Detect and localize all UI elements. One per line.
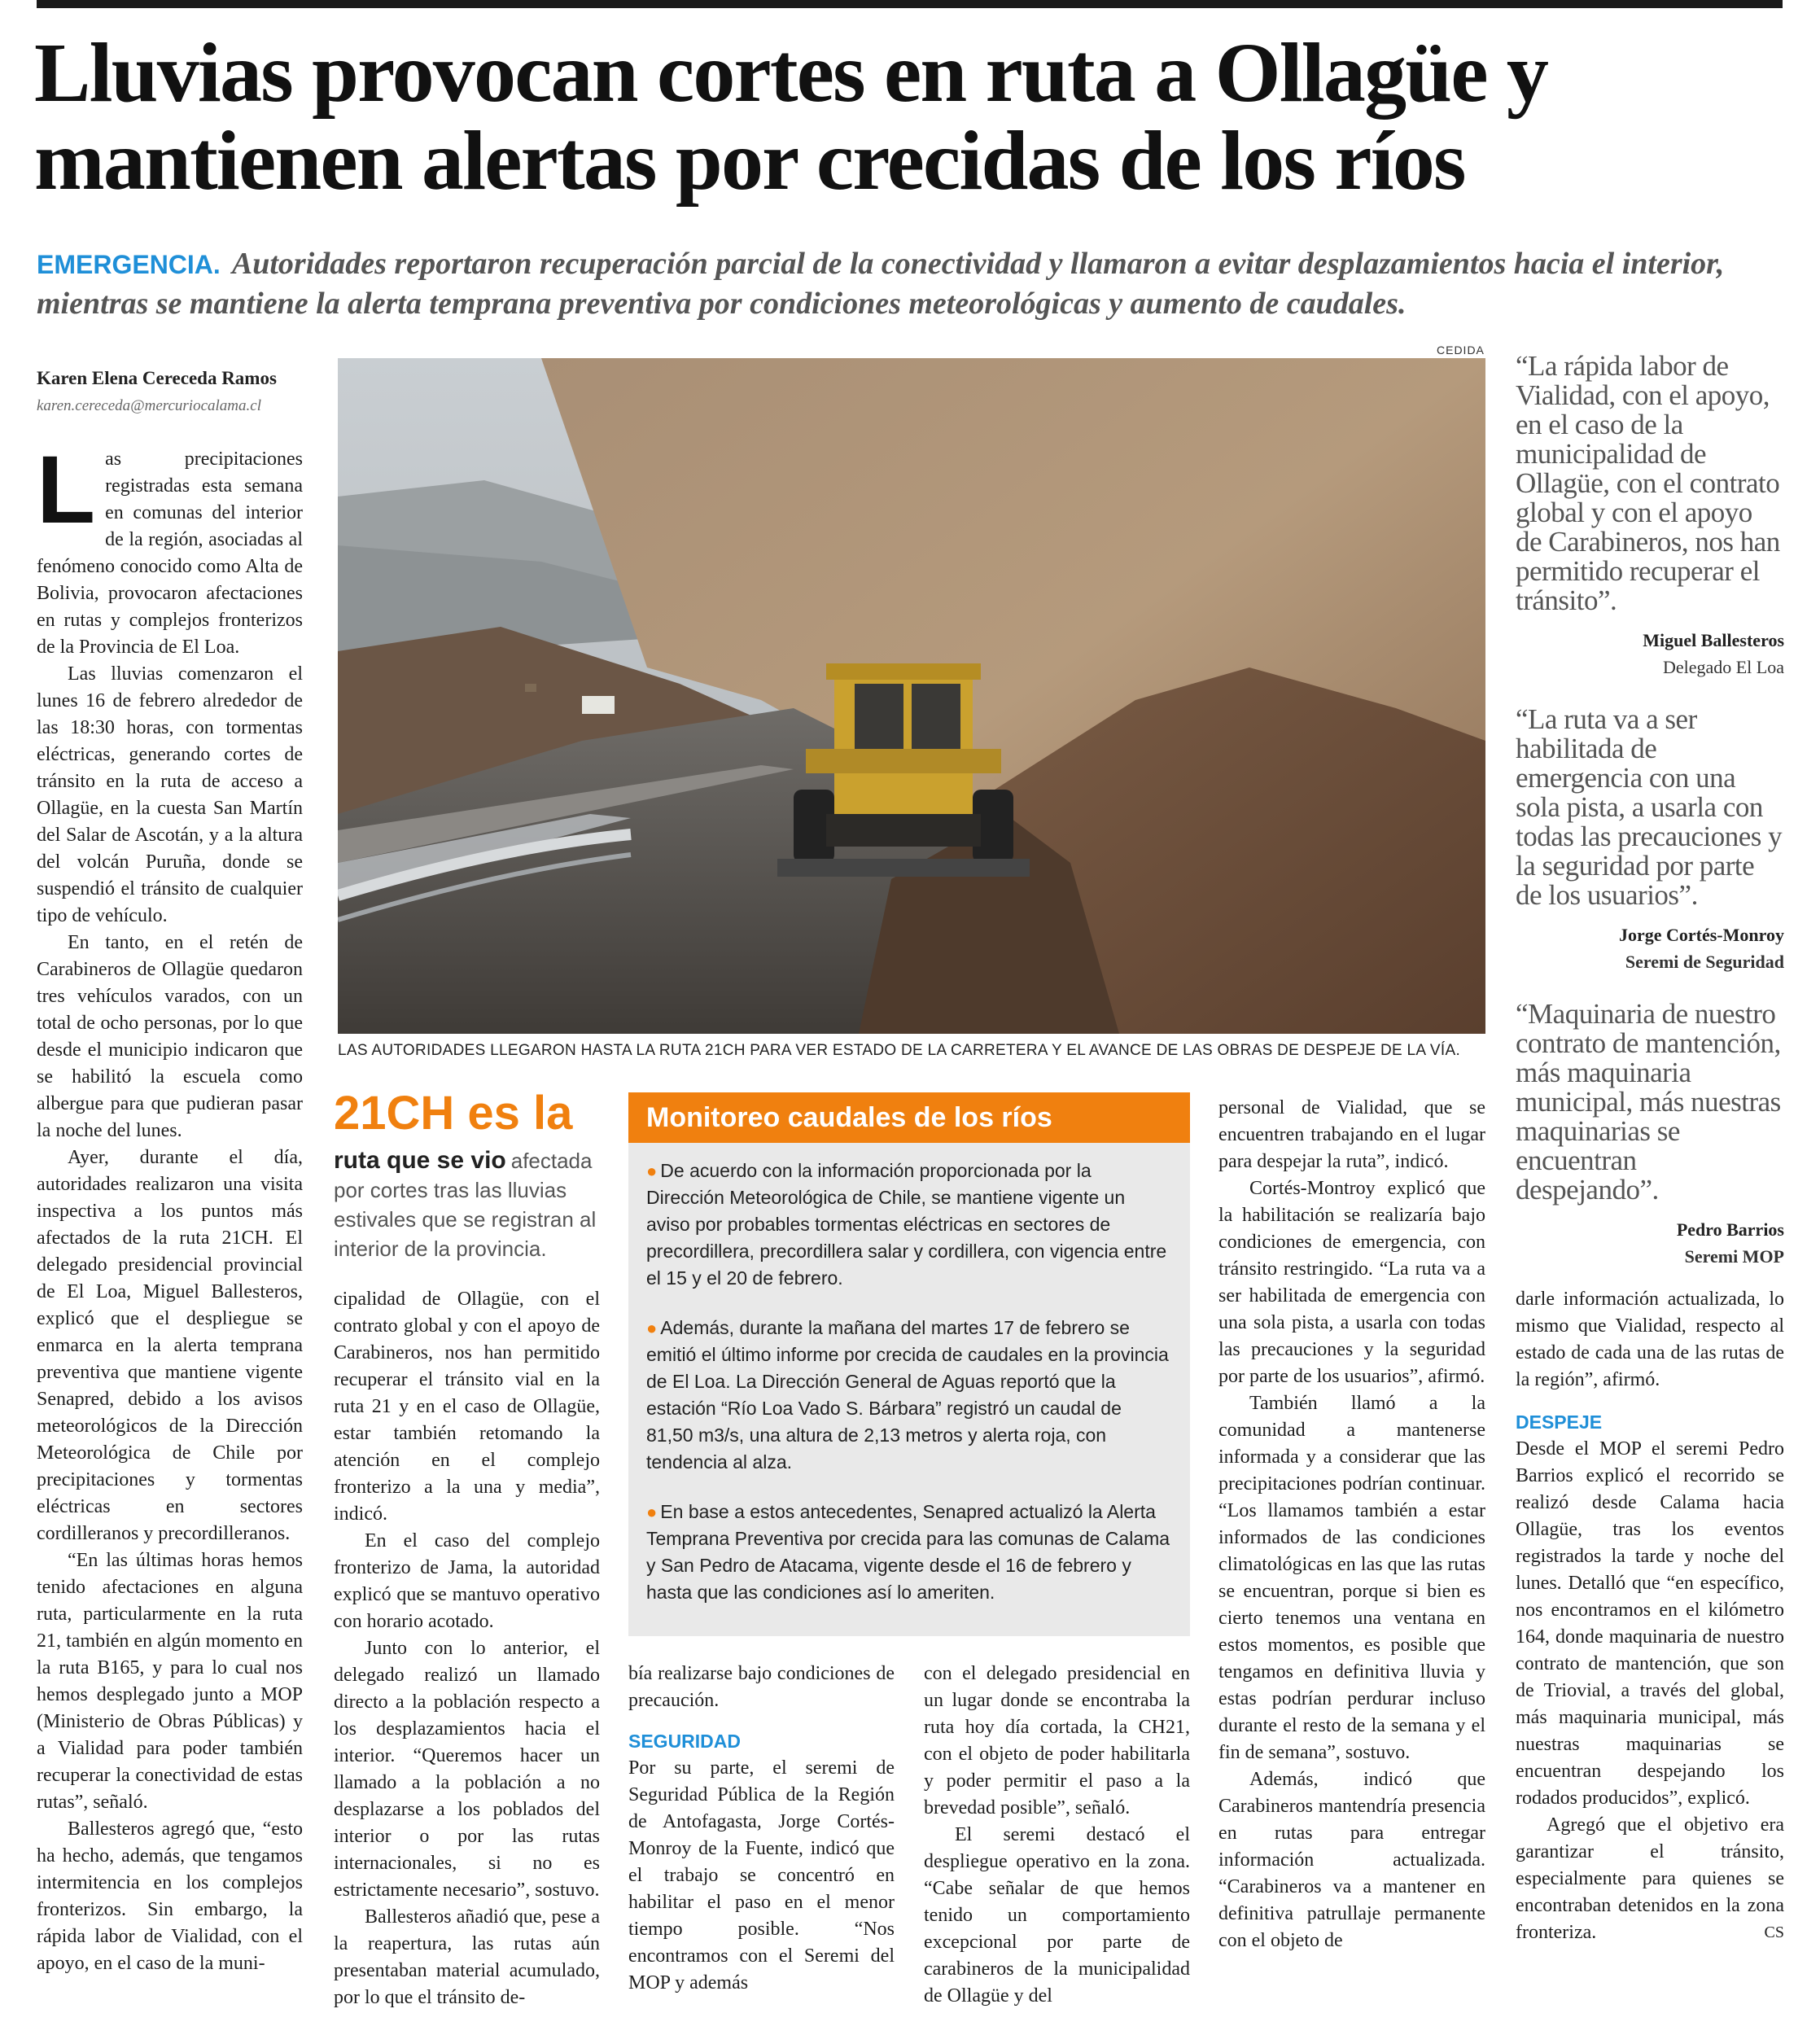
paragraph: Ballesteros agregó que, “esto ha hecho, además, que tengamos intermitencia en los complejos fronterizos. Sin embargo, la rápida labor de Vialidad, con el apoyo, en el caso de la muni- [37, 1818, 303, 1974]
photo-caption: LAS AUTORIDADES LLEGARON HASTA LA RUTA 21CH PARA VER ESTADO DE LA CARRETERA Y EL AVANCE DE LAS OBRAS DE DESPEJE DE LA VÍA. [338, 1042, 1461, 1059]
quote-role: Seremi de Seguridad [1625, 952, 1784, 972]
dropcap: L [37, 436, 96, 544]
pull-quote-rest: afectada por cortes tras las lluvias estivales que se registran al interior de la provincia. [334, 1149, 597, 1261]
paragraph: “En las últimas horas hemos tenido afectaciones en alguna ruta, particularmente en la ruta 21, también en algún momento en la ruta B165, y para lo cual nos hemos desplegado junto a MOP (Ministerio de Obras Públicas) y a Vialidad para poder también recuperar la conectividad de estas rutas”, señaló. [37, 1550, 303, 1813]
quote-author: Pedro Barrios [1676, 1219, 1784, 1240]
paragraph: Cortés-Montroy explicó que la habilitación se realizaría bajo condiciones de emergencia, con tránsito restringido. “La ruta va a ser habilitada de emergencia con una sola pista, a usarla con todas las precauciones y la seguridad por parte de los usuarios”, afirmó. [1218, 1178, 1485, 1387]
quote-role: Seremi MOP [1684, 1246, 1784, 1267]
paragraph: bía realizarse bajo condiciones de precaución. [628, 1663, 895, 1711]
photo-credit: CEDIDA [1437, 344, 1485, 357]
bullet-icon: ● [646, 1161, 658, 1181]
monitoring-item: ● Además, durante la mañana del martes 17 de febrero se emitió el último informe por crecida de caudales en la provincia de El Loa. La Dirección General de Aguas reportó que la estación “Río Loa Vado S. Bárbara” registró un caudal de 81,50 m3/s, una altura de 2,13 metros y alerta roja, con tendencia al alza. [646, 1317, 1169, 1473]
headline-line-2: mantienen alertas por crecidas de los ríos [34, 114, 1465, 208]
paragraph: En el caso del complejo fronterizo de Jama, la autoridad explicó que se mantuvo operativo con horario acotado. [334, 1530, 600, 1632]
headline-line-1: Lluvias provocan cortes en ruta a Ollagüe y [34, 26, 1548, 120]
paragraph: Ayer, durante el día, autoridades realizaron una visita inspectiva a los puntos más afectados de la ruta 21CH. El delegado presidencial provincial de El Loa, Miguel Ballesteros, explicó que el despliegue se enmarca en la alerta temprana preventiva que mantiene vigente Senapred, debido a los avisos meteorológicos de la Dirección Meteorológica de Chile por precipitaciones y tormentas eléctricas en sectores cordilleranos y precordilleranos. [37, 1147, 303, 1544]
monitoring-item: ● En base a estos antecedentes, Senapred actualizó la Alerta Temprana Preventiva por crecida para las comunas de Calama y San Pedro de Atacama, vigente desde el 16 de febrero y hasta que las condiciones así lo ameriten. [646, 1501, 1170, 1603]
paragraph: Agregó que el objetivo era garantizar el tránsito, especialmente para quienes se encontraban detenidos en la zona fronteriza. CS [1516, 1812, 1784, 1946]
column-5 [1218, 1095, 1485, 1954]
road-grader-photo [338, 358, 1485, 1034]
paragraph: Junto con lo anterior, el delegado realizó un llamado directo a la población respecto a los desplazamientos hacia el interior. “Queremos hacer un llamado a la población a no desplazarse a los poblados del interior o por las rutas internacionales, si no es estrictamente necesario”, sostuvo. [334, 1638, 600, 1901]
paragraph: Por su parte, el seremi de Seguridad Pública de la Región de Antofagasta, Jorge Cortés-Monroy de la Fuente, indicó que el trabajo se concentró en habilitar el paso en el menor tiempo posible. “Nos encontramos con el Seremi del MOP y además [628, 1757, 895, 1993]
quote-author: Jorge Cortés-Monroy [1618, 925, 1784, 945]
column-3 [628, 1661, 895, 1997]
paragraph: En tanto, en el retén de Carabineros de Ollagüe quedaron tres vehículos varados, con un total de ocho personas, por lo que desde el municipio indicaron que se habilitó la escuela como albergue para que pudieran pasar la noche del lunes. [37, 932, 303, 1141]
paragraph: El seremi destacó el despliegue operativo en la zona. “Cabe señalar de que hemos tenido un comportamiento excepcional por parte de carabineros de la municipalidad de Ollagüe y del [924, 1824, 1190, 2007]
headline [34, 26, 1792, 208]
paragraph: darle información actualizada, lo mismo que Vialidad, respecto al estado de cada una de las rutas de la región”, afirmó. [1516, 1289, 1784, 1390]
paragraph: También llamó a la comunidad a mantenerse informada y a considerar que las precipitaciones podrían continuar. “Los llamamos también a estar informados de las condiciones climatológicas en las que las rutas se encuentran, porque si bien es cierto tenemos una ventana en estos momentos, es posible que tengamos en definitiva lluvia y estas podrían perdurar incluso durante el resto de la semana y el fin de semana”, sostuvo. [1218, 1393, 1485, 1763]
end-mark: CS [1764, 1923, 1784, 1941]
bullet-icon: ● [646, 1502, 658, 1522]
quote-author: Miguel Ballesteros [1643, 630, 1784, 650]
pull-quote-big: 21CH es la [334, 1087, 573, 1140]
monitoring-box [628, 1092, 1190, 1636]
deck [37, 244, 1787, 323]
monitoring-item: ● De acuerdo con la información proporcionada por la Dirección Meteorológica de Chile, se mantiene vigente un aviso por probables tormentas eléctricas en sectores de precordillera, precordillera salar y cordillera, con vigencia entre el 15 y el 20 de febrero. [646, 1160, 1167, 1289]
monitoring-box-title: Monitoreo caudales de los ríos [628, 1092, 1190, 1143]
byline [37, 366, 317, 418]
paragraph: Las lluvias comenzaron el lunes 16 de febrero alrededor de las 18:30 horas, con tormentas eléctricas, generando cortes de tránsito en la ruta de acceso a Ollagüe, en la cuesta San Martín del Salar de Ascotán, y a la altura del volcán Puruña, donde se suspendió el tránsito de cualquier tipo de vehículo. [37, 663, 303, 926]
quote-text: “La ruta va a ser habilitada de emergencia con una sola pista, a usarla con todas las precauciones y la seguridad por parte de los usuarios”. [1516, 703, 1783, 911]
paragraph: as precipitaciones registradas esta semana en comunas del interior de la región, asociadas al fenómeno conocido como Alta de Bolivia, provocaron afectaciones en rutas y complejos fronterizos de la Provincia de El Loa. [37, 449, 303, 658]
pull-quote-body [334, 1147, 602, 1264]
paragraph: Ballesteros añadió que, pese a la reapertura, las rutas aún presentaban material acumulado, por lo que el tránsito de- [334, 1906, 600, 2008]
paragraph: cipalidad de Ollagüe, con el contrato global y con el apoyo de Carabineros, nos han permitido recuperar el tránsito vial en la ruta 21 y en el caso de Ollagüe, estar también retomando la atención en el complejo fronterizo a la una y media”, indicó. [334, 1289, 600, 1525]
column-2 [334, 1286, 600, 2011]
paragraph: Además, indicó que Carabineros mantendría presencia en rutas para entregar información actualizada. “Carabineros va a mantener en definitiva patrullaje permanente con el objeto de [1218, 1769, 1485, 1951]
quote-text: “Maquinaria de nuestro contrato de mantención, más maquinaria municipal, más nuestras maquinarias se encuentran despejando”. [1516, 998, 1781, 1206]
quote-role: Delegado El Loa [1662, 657, 1784, 677]
column-4 [924, 1661, 1190, 2010]
top-rule [37, 0, 1783, 8]
column-6 [1516, 1286, 1784, 1946]
subhead-seguridad: SEGURIDAD [628, 1731, 742, 1752]
author-email: karen.cereceda@mercuriocalama.cl [37, 397, 261, 414]
column-1 [37, 436, 303, 1977]
deck-text: Autoridades reportaron recuperación parcial de la conectividad y llamaron a evitar desplazamientos hacia el interior, mientras se mantiene la alerta temprana preventiva por condiciones meteorológicas y aumento de caudales. [37, 247, 1725, 321]
quote-text: “La rápida labor de Vialidad, con el apoyo, en el caso de la municipalidad de Ollagüe, con el contrato global y con el apoyo de Carabineros, nos han permitido recuperar el tránsito”. [1516, 350, 1780, 616]
quotes-column [1516, 352, 1784, 1270]
paragraph: con el delegado presidencial en un lugar donde se encontraba la ruta hoy día cortada, la CH21, con el objeto de poder habilitarla y poder permitir el paso a la brevedad posible”, señaló. [924, 1663, 1190, 1818]
deck-kicker: EMERGENCIA. [37, 250, 221, 279]
pull-quote-lead: ruta que se vio [334, 1147, 506, 1174]
bullet-icon: ● [646, 1318, 658, 1338]
author-name: Karen Elena Cereceda Ramos [37, 368, 277, 388]
subhead-despeje: DESPEJE [1516, 1411, 1603, 1433]
pull-quote-21ch [334, 1087, 602, 1264]
paragraph: Desde el MOP el seremi Pedro Barrios explicó el recorrido se realizó desde Calama hacia Ollagüe, tras los eventos registrados la tarde y noche del lunes. Detalló que “en específico, nos encontramos en el kilómetro 164, donde maquinaria de nuestro contrato de mantención, que son de Triovial, a través del global, más maquinaria municipal, más nuestras maquinarias se encuentran despejando los rodados producidos”, explicó. [1516, 1438, 1784, 1809]
news-photo [338, 358, 1485, 1034]
paragraph: personal de Vialidad, que se encuentren trabajando en el lugar para despejar la ruta”, indicó. [1218, 1097, 1485, 1172]
